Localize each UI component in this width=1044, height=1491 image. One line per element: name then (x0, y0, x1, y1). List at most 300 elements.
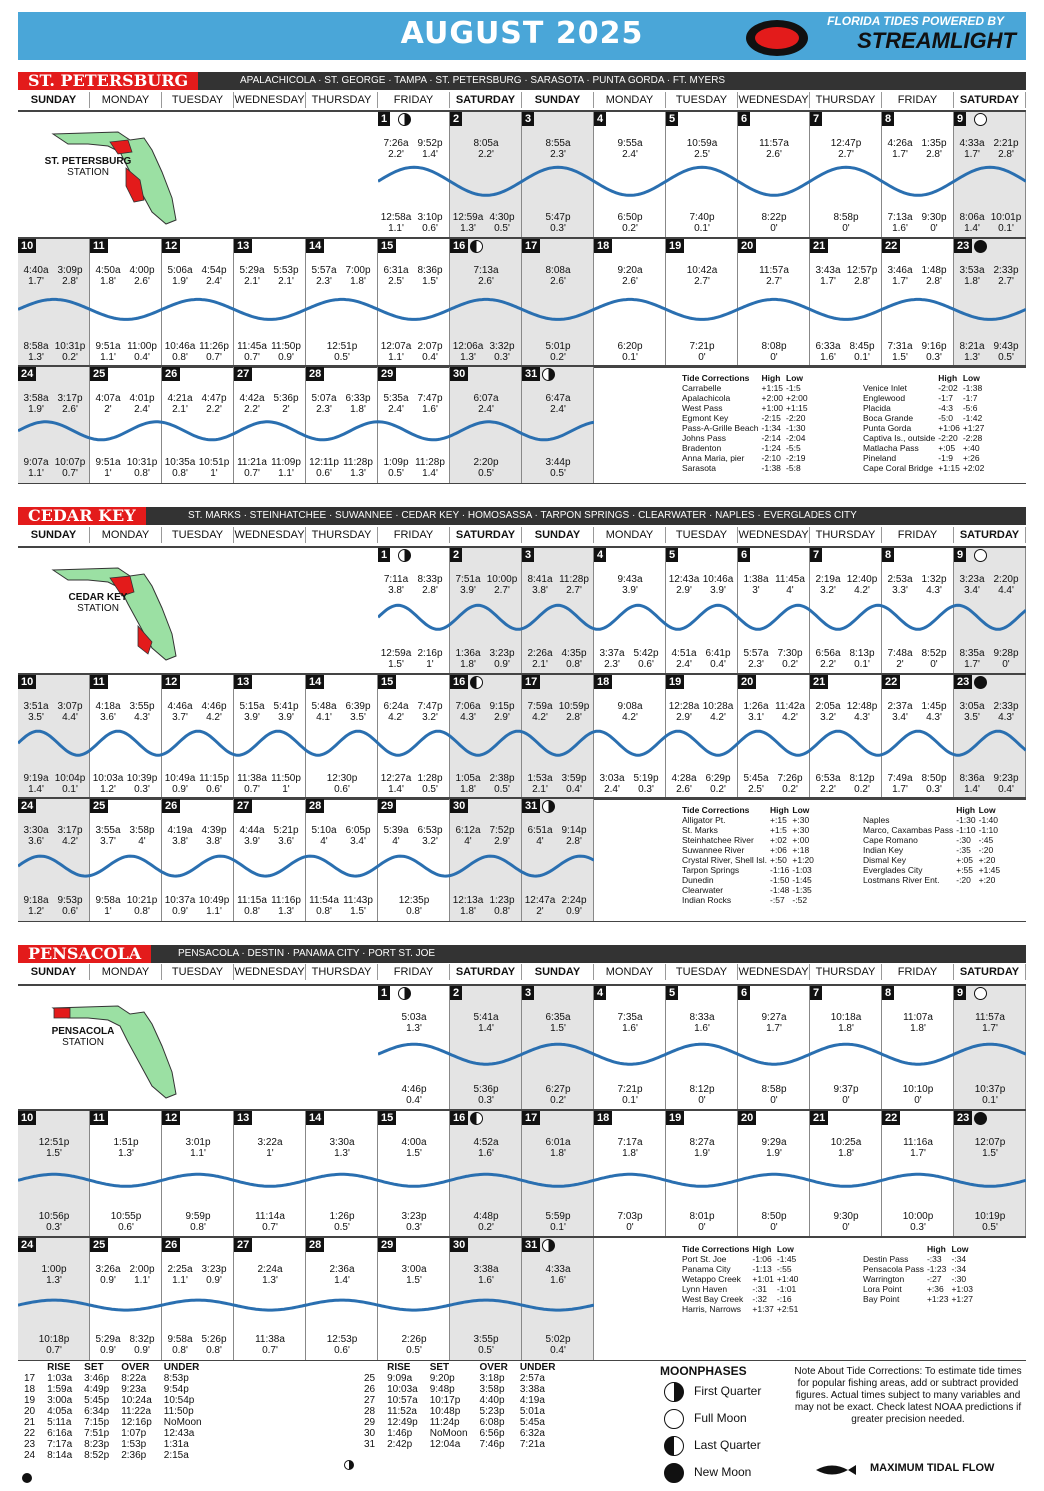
low-tide-time: 7:49a 1.7' (887, 773, 913, 795)
day-number: 13 (234, 675, 252, 689)
high-tide-time: 2:33p 4.3' (993, 701, 1019, 723)
low-tide-time: 8:08p 0' (761, 341, 787, 363)
high-tide-time: 6:35a 1.5' (545, 1012, 571, 1034)
low-tide-time: 2:38p 0.5' (489, 773, 515, 795)
day-number: 28 (306, 367, 324, 381)
high-tide-time: 12:07p 1.5' (974, 1137, 1006, 1159)
high-tide-time: 7:06a 4.3' (455, 701, 481, 723)
day-number: 16 (450, 675, 468, 689)
high-tide-time: 6:47a 2.4' (545, 393, 571, 415)
high-tide-time: 3:01p 1.1' (185, 1137, 211, 1159)
high-tide-time: 7:59a 4.2' (527, 701, 553, 723)
high-tide-time: 6:33p 1.8' (345, 393, 371, 415)
day-number: 4 (594, 112, 606, 126)
day-number: 9 (954, 548, 966, 562)
high-tide-time: 7:47p 3.2' (417, 701, 443, 723)
low-tide-time: 6:53a 2.2' (815, 773, 841, 795)
low-tide-time: 9:07a 1.1' (23, 457, 49, 479)
station-sub: STATION (77, 603, 119, 614)
day-number: 11 (90, 675, 108, 689)
high-tide-time: 3:22a 1' (257, 1137, 283, 1159)
high-tide-time: 5:48a 4.1' (311, 701, 337, 723)
low-tide-time: 10:31p 0.2' (54, 341, 86, 363)
day-number: 23 (954, 239, 972, 253)
tide-wave (378, 548, 1026, 674)
day-number: 2 (450, 548, 462, 562)
low-tide-time: 7:13a 1.6' (887, 212, 913, 234)
low-tide-time: 8:12p 0.2' (849, 773, 875, 795)
day-number: 12 (162, 675, 180, 689)
low-tide-time: 12:27a 1.4' (380, 773, 412, 795)
low-tide-time: 10:46a 0.8' (164, 341, 196, 363)
high-tide-time: 1:51p 1.3' (113, 1137, 139, 1159)
low-tide-time: 1:36a 1.8' (455, 648, 481, 670)
high-tide-time: 3:55p 4.3' (129, 701, 155, 723)
week-row (18, 546, 1026, 675)
high-tide-time: 11:57a 2.6' (759, 138, 789, 160)
station-label (18, 156, 158, 178)
low-tide-time: 3:10p 0.6' (417, 212, 443, 234)
day-number: 4 (594, 548, 606, 562)
high-tide-time: 12:57p 2.8' (846, 265, 878, 287)
low-tide-time: 7:31a 1.5' (887, 341, 913, 363)
low-tide-time: 9:59p 0.8' (185, 1211, 211, 1233)
section-bar (18, 72, 1026, 90)
high-tide-time: 4:46p 4.2' (201, 701, 227, 723)
low-tide-time: 8:50p 0.3' (921, 773, 947, 795)
tide-corrections-right: High Low Destin Pass -:33 -:34 Pensacola Pass -1:23 -:34 Warrington -:27 -:30 Lora Point +:36 +1:03 Bay Point +1:23 +1:27 (863, 1244, 973, 1304)
high-tide-time: 3:00a 1.5' (401, 1264, 427, 1286)
low-tide-time: 2:24p 0.9' (561, 895, 587, 917)
low-tide-time: 5:59p 0.1' (545, 1211, 571, 1233)
high-tide-time: 1:35p 2.8' (921, 138, 947, 160)
first-quarter-moon-icon (664, 1382, 684, 1402)
day-number: 30 (450, 799, 468, 813)
low-tide-time: 5:19p 0.3' (633, 773, 659, 795)
day-number: 18 (594, 1111, 612, 1125)
moon-table-right: RISE SET OVER UNDER 25 9:09a 9:20p 3:18p 2:57a 26 10:03a 9:48p 3:58p 3:38a 27 10:57a 10:17p 4:40p 4:19a 28 11:52a 10:48p 5:23p 5:01a 29 12:49p 11:24p 6:08p 5:45a 30 1:46p NoMoon 6:56p 6:32a 31 2:42p 12:04a 7:46p 7:21a (364, 1362, 556, 1450)
high-tide-time: 3:58p 4' (129, 825, 155, 847)
day-name: THURSDAY (810, 527, 882, 543)
day-name: WEDNESDAY (738, 529, 809, 541)
tide-corrections-left: Tide Corrections High Low Port St. Joe -1:06 -1:45 Panama City -1:13 -:55 Wetappo Creek +1:01 +1:40 Lynn Haven -:31 -1:01 West Bay Creek -:32 -:16 Harris, Narrows +1:37 +2:51 (682, 1244, 799, 1314)
low-tide-time: 6:20p 0.1' (617, 341, 643, 363)
high-tide-time: 3:23a 3.4' (959, 574, 985, 596)
tide-wave (18, 239, 1026, 367)
low-tide-time: 8:32p 0.9' (129, 1334, 155, 1356)
high-tide-time: 9:15p 2.9' (489, 701, 515, 723)
low-tide-time: 9:51a 1' (95, 457, 121, 479)
day-number: 15 (378, 675, 396, 689)
low-tide-time: 1:26p 0.5' (329, 1211, 355, 1233)
low-tide-time: 11:43p 1.5' (343, 895, 373, 917)
high-tide-time: 8:55a 2.3' (545, 138, 571, 160)
day-name: SUNDAY (18, 964, 90, 980)
low-tide-time: 8:13p 0.1' (849, 648, 875, 670)
day-number: 20 (738, 1111, 756, 1125)
day-number: 23 (954, 675, 972, 689)
low-tide-time: 10:37p 0.1' (974, 1084, 1006, 1106)
low-tide-time: 12:07a 1.1' (380, 341, 412, 363)
day-number: 25 (90, 799, 108, 813)
high-tide-time: 3:43a 1.7' (815, 265, 841, 287)
low-tide-time: 2:20p 0.5' (473, 457, 499, 479)
high-tide-time: 4:39p 3.8' (201, 825, 227, 847)
day-name: SATURDAY (954, 527, 1026, 543)
day-number: 24 (18, 1238, 36, 1252)
powered-by-text: FLORIDA TIDES POWERED BY (827, 14, 1004, 28)
day-name: THURSDAY (810, 92, 882, 108)
high-tide-time: 1:26a 3.1' (743, 701, 769, 723)
day-name: FRIDAY (882, 92, 954, 108)
high-tide-time: 6:51a 4' (527, 825, 553, 847)
high-tide-time: 5:41a 1.4' (473, 1012, 499, 1034)
high-tide-time: 4:33a 1.6' (545, 1264, 571, 1286)
high-tide-time: 8:41a 3.8' (527, 574, 553, 596)
full-moon-icon (664, 1409, 684, 1429)
high-tide-time: 2:05a 3.2' (815, 701, 841, 723)
last-quarter-moon-icon (664, 1436, 684, 1456)
day-number: 7 (810, 986, 822, 1000)
section-bar (18, 507, 1026, 525)
low-tide-time: 7:26p 0.2' (777, 773, 803, 795)
day-name: MONDAY (594, 527, 666, 543)
day-number: 30 (450, 367, 468, 381)
week-row (18, 1236, 1026, 1361)
low-tide-time: 11:54a 0.8' (309, 895, 339, 917)
low-tide-time: 1:23p 0.8' (489, 895, 515, 917)
high-tide-time: 1:00p 1.3' (41, 1264, 67, 1286)
moon-table-left: RISE SET OVER UNDER 17 1:03a 3:46p 8:22a 8:53p 18 1:59a 4:49p 9:23a 9:54p 19 3:00a 5:45p 10:24a 10:54p 20 4:05a 6:34p 11:22a 11:50p 21 5:11a 7:15p 12:16p NoMoon 22 6:16a 7:51p 1:07p 12:43a 23 7:17a 8:23p 1:53p 1:31a 24 8:14a 8:52p 2:36p 2:15a (24, 1362, 202, 1461)
day-number: 19 (666, 1111, 684, 1125)
moon-key-label: Full Moon (694, 1411, 747, 1425)
moon-key-first (660, 1378, 780, 1405)
day-name: TUESDAY (666, 92, 738, 108)
low-tide-time: 4:46p 0.4' (401, 1084, 427, 1106)
low-tide-time: 10:51p 1' (198, 457, 230, 479)
day-number: 28 (306, 799, 324, 813)
high-tide-time: 11:57a 1.7' (975, 1012, 1005, 1034)
low-tide-time: 10:49a 0.9' (164, 773, 196, 795)
low-tide-time: 11:38a 0.7' (255, 1334, 285, 1356)
day-number: 31 (522, 799, 540, 813)
low-tide-time: 11:45a 0.7' (237, 341, 267, 363)
day-number: 21 (810, 675, 828, 689)
moon-key-last (660, 1432, 780, 1459)
high-tide-time: 2:21p 2.8' (993, 138, 1019, 160)
moon-key-label: Last Quarter (694, 1438, 761, 1452)
day-name: FRIDAY (882, 527, 954, 543)
day-number: 24 (18, 799, 36, 813)
high-tide-time: 12:47p 2.7' (830, 138, 862, 160)
low-tide-time: 7:21p 0.1' (617, 1084, 643, 1106)
low-tide-time: 8:45p 0.1' (849, 341, 875, 363)
high-tide-time: 3:17p 2.6' (57, 393, 83, 415)
day-number: 14 (306, 1111, 324, 1125)
day-number: 1 (378, 986, 390, 1000)
low-tide-time: 11:28p 1.4' (415, 457, 445, 479)
high-tide-time: 5:39a 4' (383, 825, 409, 847)
day-name: FRIDAY (882, 964, 954, 980)
max-flow-label: MAXIMUM TIDAL FLOW (870, 1462, 995, 1474)
low-tide-time: 7:03p 0' (617, 1211, 643, 1233)
high-tide-time: 4:50a 1.8' (95, 265, 121, 287)
high-tide-time: 3:30a 1.3' (329, 1137, 355, 1159)
high-tide-time: 5:36p 2' (273, 393, 299, 415)
high-tide-time: 5:03a 1.3' (401, 1012, 427, 1034)
low-tide-time: 12:53p 0.6' (326, 1334, 358, 1356)
low-tide-time: 5:42p 0.6' (633, 648, 659, 670)
high-tide-time: 9:14p 2.8' (561, 825, 587, 847)
high-tide-time: 3:51a 3.5' (23, 701, 49, 723)
low-tide-time: 7:21p 0' (689, 341, 715, 363)
day-name-row (18, 527, 1026, 543)
high-tide-time: 4:07a 2' (95, 393, 121, 415)
low-tide-time: 12:30p 0.6' (326, 773, 358, 795)
low-tide-time: 10:03a 1.2' (92, 773, 124, 795)
low-tide-time: 8:22p 0' (761, 212, 787, 234)
section-locations: APALACHICOLA · ST. GEORGE · TAMPA · ST. PETERSBURG · SARASOTA · PUNTA GORDA · FT. MYERS (240, 75, 726, 86)
high-tide-time: 12:40p 4.2' (846, 574, 878, 596)
section-name: ST. PETERSBURG (18, 72, 198, 90)
high-tide-time: 2:53a 3.3' (887, 574, 913, 596)
day-number: 23 (954, 1111, 972, 1125)
day-number: 18 (594, 239, 612, 253)
day-name: THURSDAY (306, 964, 378, 980)
high-tide-time: 11:16a 1.7' (903, 1137, 933, 1159)
low-tide-time: 11:15p 0.6' (199, 773, 229, 795)
low-tide-time: 5:36p 0.3' (473, 1084, 499, 1106)
high-tide-time: 10:59a 2.5' (686, 138, 718, 160)
low-tide-time: 10:31p 0.8' (126, 457, 158, 479)
high-tide-time: 5:57a 2.3' (311, 265, 337, 287)
day-number: 29 (378, 799, 396, 813)
low-tide-time: 3:32p 0.3' (489, 341, 515, 363)
low-tide-time: 9:23p 0.4' (993, 773, 1019, 795)
high-tide-time: 3:23p 0.9' (201, 1264, 227, 1286)
high-tide-time: 11:28p 2.7' (559, 574, 589, 596)
high-tide-time: 4:18a 3.6' (95, 701, 121, 723)
low-tide-time: 12:13a 1.8' (452, 895, 484, 917)
low-tide-time: 6:50p 0.2' (617, 212, 643, 234)
week-row (18, 110, 1026, 239)
day-number: 11 (90, 239, 108, 253)
high-tide-time: 7:47p 1.6' (417, 393, 443, 415)
low-tide-time: 1:09p 0.5' (383, 457, 409, 479)
day-number: 6 (738, 548, 750, 562)
high-tide-time: 7:51a 3.9' (455, 574, 481, 596)
day-number: 7 (810, 548, 822, 562)
station-sub: STATION (67, 167, 109, 178)
low-tide-time: 2:26a 2.1' (527, 648, 553, 670)
streamlight-logo-icon (746, 20, 808, 56)
high-tide-time: 1:32p 4.3' (921, 574, 947, 596)
day-number: 9 (954, 112, 966, 126)
day-number: 31 (522, 367, 540, 381)
tide-wave (18, 1238, 594, 1360)
low-tide-time: 8:36a 1.4' (959, 773, 985, 795)
day-name: FRIDAY (378, 527, 450, 543)
high-tide-time: 6:31a 2.5' (383, 265, 409, 287)
first-quarter-marker-icon (344, 1460, 354, 1470)
high-tide-time: 8:33a 1.6' (689, 1012, 715, 1034)
low-tide-time: 6:29p 0.2' (705, 773, 731, 795)
day-number: 19 (666, 239, 684, 253)
moon-key-label: New Moon (694, 1465, 752, 1479)
day-number: 24 (18, 367, 36, 381)
day-number: 16 (450, 239, 468, 253)
tide-wave (18, 367, 594, 483)
low-tide-time: 11:26p 0.7' (199, 341, 229, 363)
high-tide-time: 10:59p 2.8' (558, 701, 590, 723)
day-name: SUNDAY (522, 527, 594, 543)
high-tide-time: 8:36p 1.5' (417, 265, 443, 287)
moon-key-label: First Quarter (694, 1384, 762, 1398)
low-tide-time: 5:45a 2.5' (743, 773, 769, 795)
day-name: THURSDAY (306, 92, 378, 108)
low-tide-time: 9:37p 0' (833, 1084, 859, 1106)
high-tide-time: 8:08a 2.6' (545, 265, 571, 287)
high-tide-time: 2:00p 1.1' (129, 1264, 155, 1286)
day-number: 30 (450, 1238, 468, 1252)
high-tide-time: 9:20a 2.6' (617, 265, 643, 287)
new-moon-icon (664, 1463, 684, 1483)
week-row (18, 673, 1026, 800)
low-tide-time: 10:49p 1.1' (198, 895, 230, 917)
high-tide-time: 4:00a 1.5' (401, 1137, 427, 1159)
low-tide-time: 12:11p 0.6' (309, 457, 339, 479)
low-tide-time: 3:44p 0.5' (545, 457, 571, 479)
day-number: 8 (882, 986, 894, 1000)
high-tide-time: 7:13a 2.6' (473, 265, 499, 287)
high-tide-time: 4:44a 3.9' (239, 825, 265, 847)
low-tide-time: 10:07p 0.7' (54, 457, 86, 479)
low-tide-time: 11:15a 0.8' (237, 895, 267, 917)
day-number: 3 (522, 112, 534, 126)
day-name: WEDNESDAY (234, 966, 305, 978)
high-tide-time: 2:20p 4.4' (993, 574, 1019, 596)
high-tide-time: 2:19a 3.2' (815, 574, 841, 596)
high-tide-time: 12:43a 2.9' (668, 574, 700, 596)
day-name: WEDNESDAY (738, 966, 809, 978)
day-number: 8 (882, 112, 894, 126)
day-name: WEDNESDAY (234, 529, 305, 541)
high-tide-time: 7:52p 2.9' (489, 825, 515, 847)
high-tide-time: 3:38a 1.6' (473, 1264, 499, 1286)
day-name: TUESDAY (666, 527, 738, 543)
low-tide-time: 8:35a 1.7' (959, 648, 985, 670)
high-tide-time: 2:36a 1.4' (329, 1264, 355, 1286)
high-tide-time: 11:42a 4.2' (775, 701, 805, 723)
station-name: CEDAR KEY (68, 592, 128, 603)
high-tide-time: 7:35a 1.6' (617, 1012, 643, 1034)
high-tide-time: 10:28a 4.2' (702, 701, 734, 723)
low-tide-time: 10:37a 0.9' (164, 895, 196, 917)
low-tide-time: 3:23p 0.9' (489, 648, 515, 670)
day-number: 5 (666, 548, 678, 562)
week-row (18, 797, 1026, 922)
low-tide-time: 12:47a 2' (524, 895, 556, 917)
day-number: 31 (522, 1238, 540, 1252)
day-name: MONDAY (90, 92, 162, 108)
day-name: SATURDAY (954, 92, 1026, 108)
low-tide-time: 11:50p 0.9' (271, 341, 301, 363)
low-tide-time: 4:35p 0.8' (561, 648, 587, 670)
new-moon-marker-icon (22, 1473, 32, 1483)
low-tide-time: 11:21a 0.7' (237, 457, 267, 479)
day-name: THURSDAY (810, 964, 882, 980)
day-number: 18 (594, 675, 612, 689)
high-tide-time: 2:33p 2.7' (993, 265, 1019, 287)
high-tide-time: 11:07a 1.8' (903, 1012, 933, 1034)
day-number: 20 (738, 239, 756, 253)
day-name: SUNDAY (18, 527, 90, 543)
high-tide-time: 3:55a 3.7' (95, 825, 121, 847)
low-tide-time: 8:58p 0' (761, 1084, 787, 1106)
low-tide-time: 10:21p 0.8' (126, 895, 158, 917)
low-tide-time: 9:16p 0.3' (921, 341, 947, 363)
day-number: 16 (450, 1111, 468, 1125)
high-tide-time: 7:11a 3.8' (383, 574, 409, 596)
high-tide-time: 3:26a 0.9' (95, 1264, 121, 1286)
high-tide-time: 4:42a 2.2' (239, 393, 265, 415)
high-tide-time: 4:00p 2.6' (129, 265, 155, 287)
high-tide-time: 5:15a 3.9' (239, 701, 265, 723)
low-tide-time: 1:53a 2.1' (527, 773, 553, 795)
high-tide-time: 3:17p 4.2' (57, 825, 83, 847)
high-tide-time: 9:52p 1.4' (417, 138, 443, 160)
day-number: 7 (810, 112, 822, 126)
high-tide-time: 5:29a 2.1' (239, 265, 265, 287)
low-tide-time: 9:19a 1.4' (23, 773, 49, 795)
high-tide-time: 9:29a 1.9' (761, 1137, 787, 1159)
day-number: 22 (882, 239, 900, 253)
low-tide-time: 6:33a 1.6' (815, 341, 841, 363)
day-name: MONDAY (594, 964, 666, 980)
high-tide-time: 5:10a 4' (311, 825, 337, 847)
low-tide-time: 10:35a 0.8' (164, 457, 196, 479)
high-tide-time: 4:21a 2.1' (167, 393, 193, 415)
high-tide-time: 3:58a 1.9' (23, 393, 49, 415)
day-number: 15 (378, 239, 396, 253)
tide-wave (18, 799, 594, 921)
day-name: SUNDAY (18, 92, 90, 108)
high-tide-time: 4:26a 1.7' (887, 138, 913, 160)
week-row (18, 237, 1026, 368)
high-tide-time: 3:53a 1.8' (959, 265, 985, 287)
low-tide-time: 2:16p 1' (417, 648, 443, 670)
high-tide-time: 10:25a 1.8' (830, 1137, 862, 1159)
day-number: 5 (666, 986, 678, 1000)
high-tide-time: 4:46a 3.7' (167, 701, 193, 723)
day-number: 9 (954, 986, 966, 1000)
day-name: SATURDAY (450, 527, 522, 543)
high-tide-time: 5:07a 2.3' (311, 393, 337, 415)
day-number: 3 (522, 548, 534, 562)
high-tide-time: 3:30a 3.6' (23, 825, 49, 847)
low-tide-time: 9:51a 1.1' (95, 341, 121, 363)
low-tide-time: 4:30p 0.5' (489, 212, 515, 234)
low-tide-time: 3:59p 0.4' (561, 773, 587, 795)
high-tide-time: 9:08a 4.2' (617, 701, 643, 723)
fish-icon (812, 1463, 858, 1477)
low-tide-time: 9:18a 1.2' (23, 895, 49, 917)
moon-phases-key (660, 1364, 780, 1486)
low-tide-time: 8:12p 0' (689, 1084, 715, 1106)
low-tide-time: 10:19p 0.5' (974, 1211, 1006, 1233)
high-tide-time: 4:52a 1.6' (473, 1137, 499, 1159)
high-tide-time: 6:01a 1.8' (545, 1137, 571, 1159)
